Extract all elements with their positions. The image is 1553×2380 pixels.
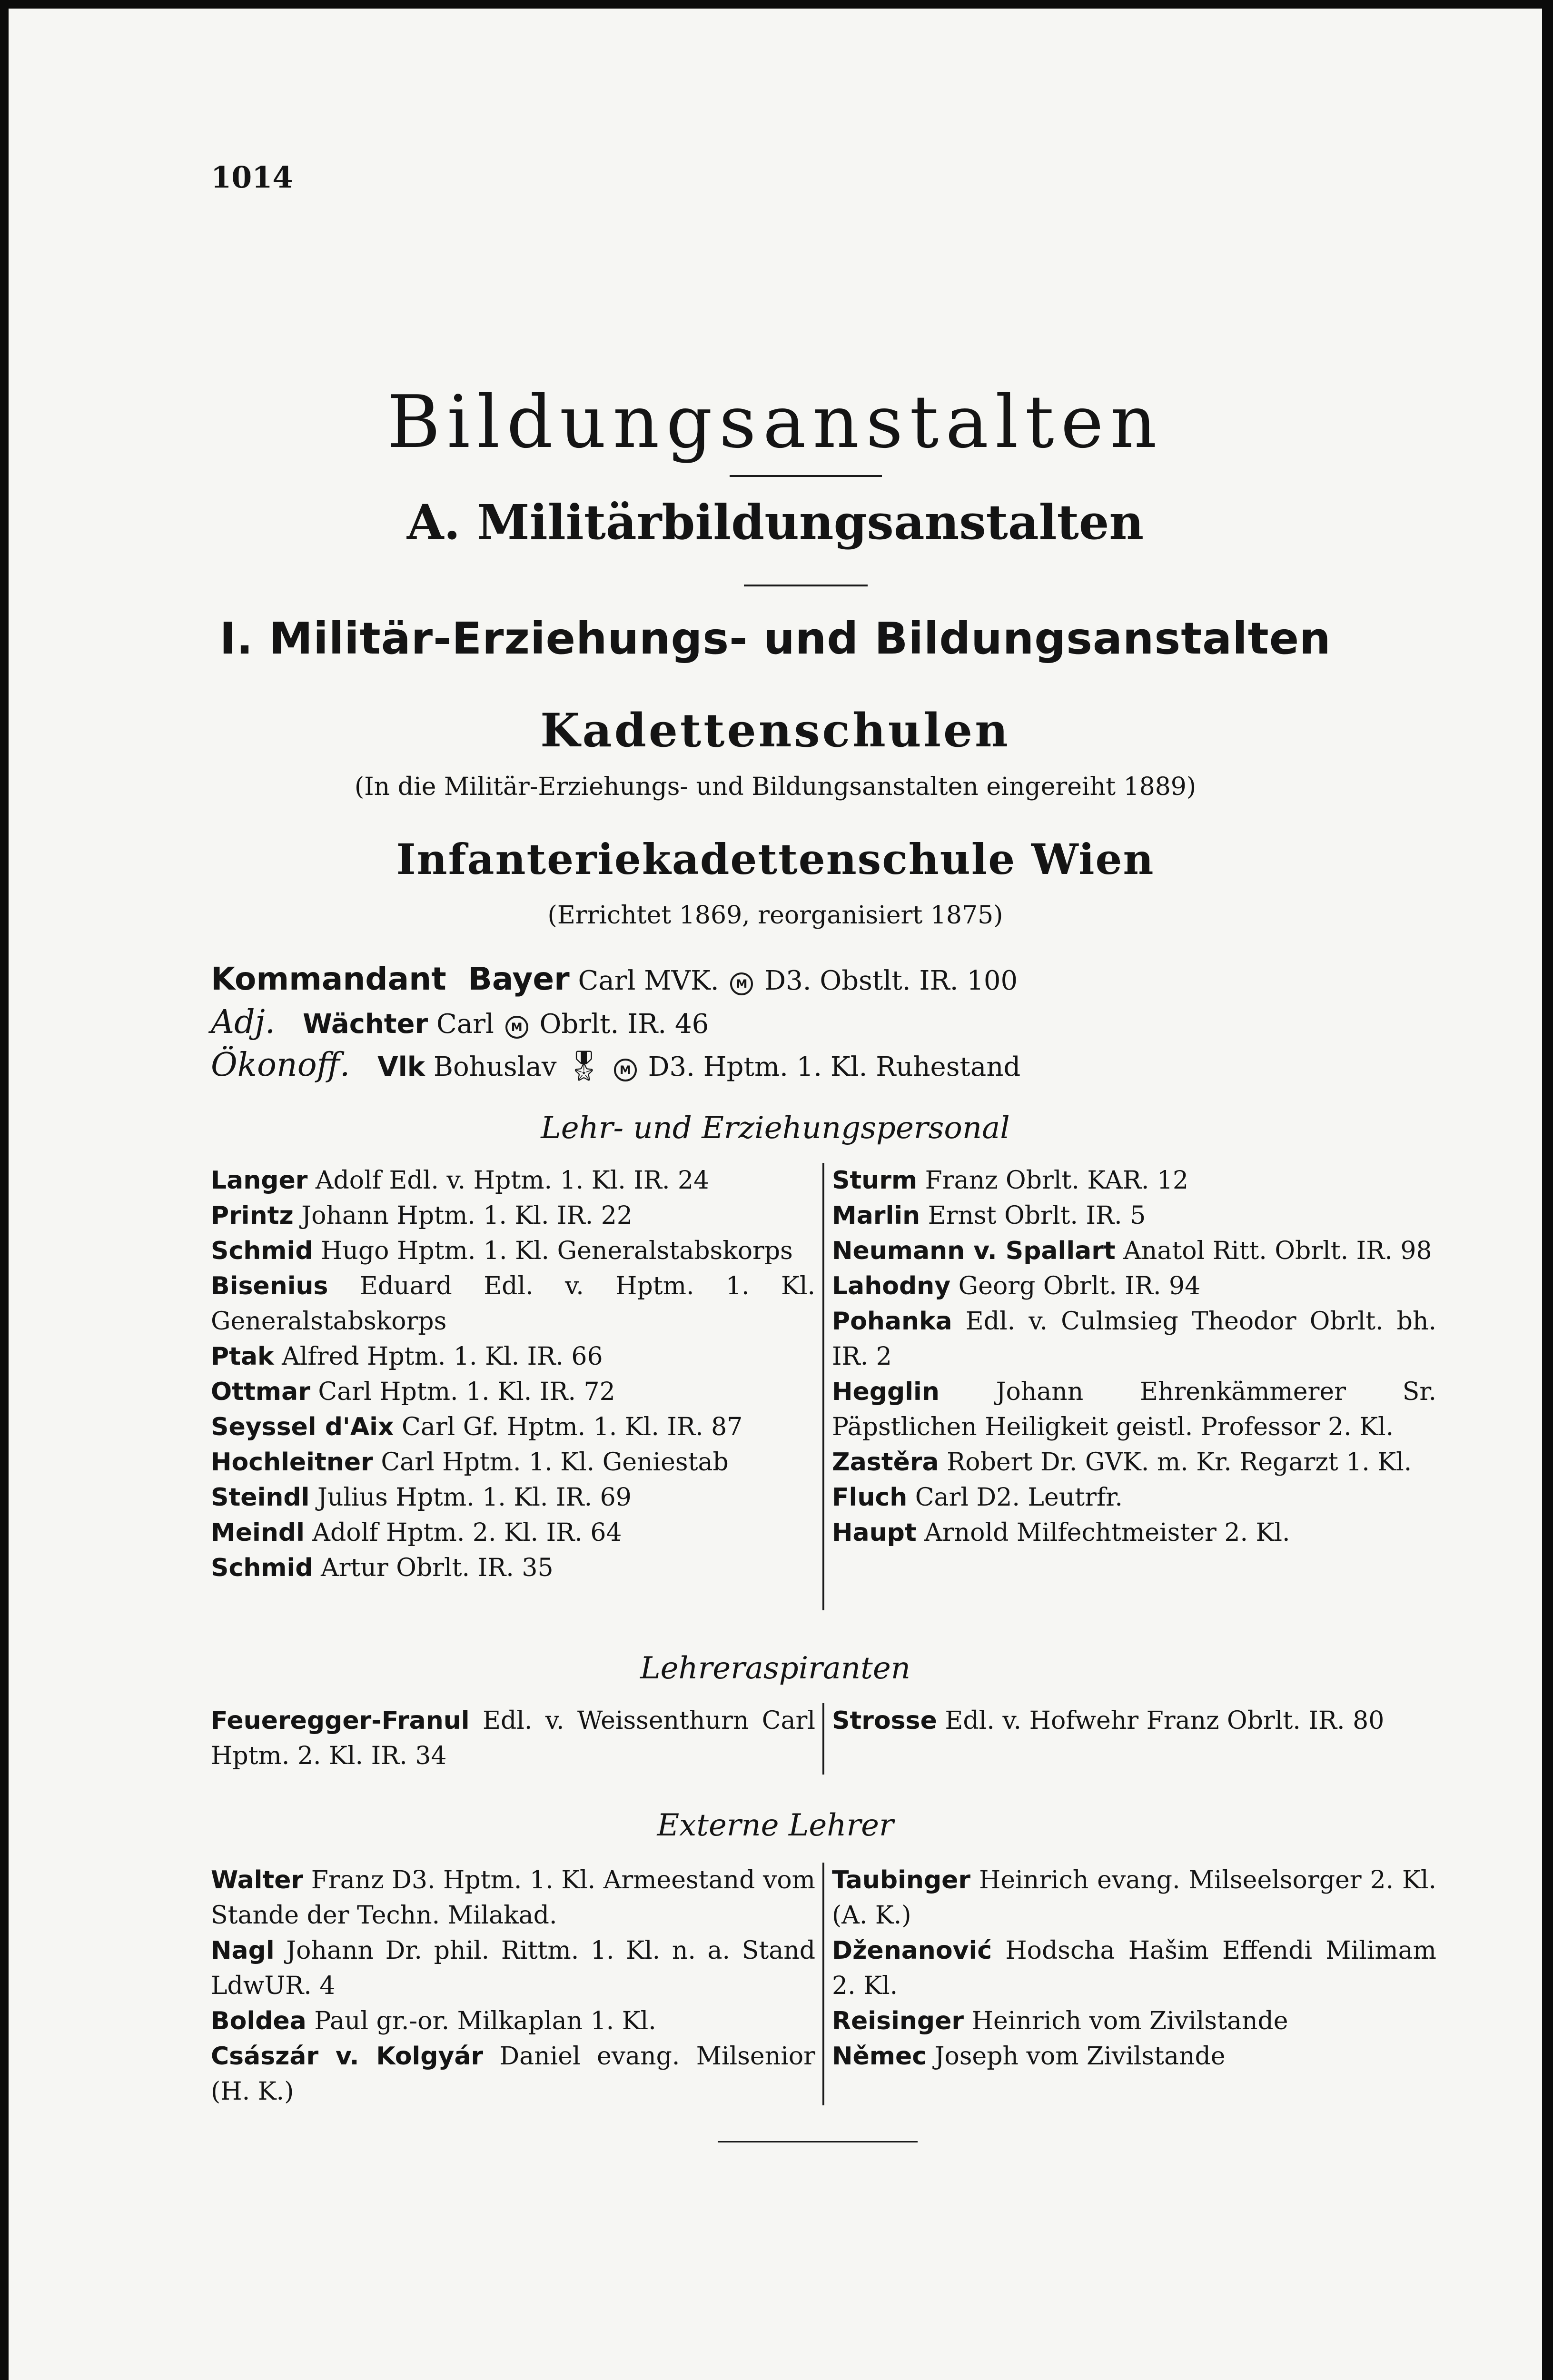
school-heading: Infanteriekadettenschule Wien <box>396 834 1155 884</box>
personnel-details: Artur Obrlt. IR. 35 <box>313 1554 554 1582</box>
personnel-details: Edl. v. Hofwehr Franz Obrlt. IR. 80 <box>937 1706 1385 1735</box>
personnel-surname: Printz <box>211 1201 294 1230</box>
personnel-entry <box>832 1233 1436 1269</box>
personnel-surname: Zastěra <box>832 1448 939 1477</box>
personnel-surname: Schmid <box>211 1237 313 1265</box>
personnel-details: Franz Obrlt. KAR. 12 <box>917 1166 1189 1195</box>
personnel-details: Hugo Hptm. 1. Kl. Generalstabskorps <box>313 1237 793 1265</box>
personnel-entry <box>832 1445 1436 1480</box>
personnel-details: Anatol Ritt. Obrlt. IR. 98 <box>1115 1237 1432 1265</box>
personnel-details: Joseph vom Zivilstande <box>927 2042 1226 2071</box>
personnel-entry <box>211 1515 815 1550</box>
personnel-surname: Meindl <box>211 1518 305 1547</box>
personnel-surname: Hegglin <box>832 1378 940 1406</box>
personnel-details: Franz D3. Hptm. 1. Kl. Armeestand vom Stande der Techn. Milakad. <box>211 1866 815 1930</box>
personnel-details: Carl Hptm. 1. Kl. IR. 72 <box>310 1378 615 1406</box>
end-rule <box>718 2141 918 2142</box>
teaching-staff-right-column <box>832 1163 1436 1550</box>
personnel-surname: Bisenius <box>211 1272 328 1300</box>
personnel-entry <box>211 1374 815 1409</box>
personnel-details: Daniel evang. Milsenior (H. K.) <box>211 2042 815 2106</box>
personnel-surname: Seyssel d'Aix <box>211 1413 394 1441</box>
personnel-surname: Haupt <box>832 1518 917 1547</box>
medal-m-icon: M <box>730 972 753 995</box>
external-left-column <box>211 1863 815 2109</box>
personnel-entry <box>211 2003 815 2039</box>
personnel-entry <box>211 2039 815 2109</box>
title-rule <box>730 475 882 477</box>
personnel-entry <box>832 1374 1436 1445</box>
personnel-details: Edl. v. Culmsieg Theodor Obrlt. bh. IR. 2 <box>832 1307 1436 1371</box>
personnel-details: Johann Dr. phil. Rittm. 1. Kl. n. a. Stand LdwUR. 4 <box>211 1936 815 2000</box>
school-note: (Errichtet 1869, reorganisiert 1875) <box>547 901 1003 930</box>
page-number: 1014 <box>211 160 293 195</box>
personnel-entry <box>211 1198 815 1233</box>
aspirants-left-column <box>211 1703 815 1774</box>
personnel-entry <box>211 1933 815 2003</box>
document-page <box>9 9 1542 2380</box>
section-rule <box>744 585 868 586</box>
personnel-details: Carl D2. Leutrfr. <box>907 1483 1123 1512</box>
section-heading-i: I. Militär-Erziehungs- und Bildungsanstalten <box>219 613 1331 664</box>
teaching-staff-left-column <box>211 1163 815 1586</box>
personnel-entry <box>832 1269 1436 1304</box>
personnel-entry <box>832 1703 1436 1738</box>
personnel-entry <box>211 1409 815 1445</box>
medal-m-icon: M <box>614 1059 637 1081</box>
personnel-details: Johann Hptm. 1. Kl. IR. 22 <box>293 1201 633 1230</box>
personnel-surname: Walter <box>211 1866 304 1894</box>
personnel-details: Paul gr.-or. Milkaplan 1. Kl. <box>306 2007 656 2035</box>
personnel-surname: Pohanka <box>832 1307 952 1336</box>
personnel-details: Eduard Edl. v. Hptm. 1. Kl. Generalstabskorps <box>211 1272 815 1336</box>
medal-m-icon: M <box>505 1016 528 1039</box>
personnel-entry <box>211 1163 815 1198</box>
personnel-details: Carl Hptm. 1. Kl. Geniestab <box>373 1448 729 1477</box>
personnel-surname: Neumann v. Spallart <box>832 1237 1116 1265</box>
page-title: Bildungsanstalten <box>387 380 1164 464</box>
personnel-surname: Dženanović <box>832 1936 992 1965</box>
personnel-surname: Fluch <box>832 1483 908 1512</box>
column-divider <box>822 1703 824 1775</box>
personnel-details: Alfred Hptm. 1. Kl. IR. 66 <box>274 1342 603 1371</box>
personnel-details: Adolf Hptm. 2. Kl. IR. 64 <box>304 1518 622 1547</box>
subsection-note: (In die Militär-Erziehungs- und Bildungsanstalten eingereiht 1889) <box>354 773 1197 801</box>
section-heading-aspirants: Lehreraspiranten <box>640 1651 910 1686</box>
personnel-surname: Taubinger <box>832 1866 971 1894</box>
personnel-entry <box>211 1339 815 1374</box>
personnel-entry <box>832 1304 1436 1374</box>
personnel-entry <box>211 1480 815 1515</box>
section-heading-a: A. Militärbildungsanstalten <box>406 494 1144 550</box>
personnel-details: Heinrich evang. Milseelsorger 2. Kl. (A. K.) <box>832 1866 1436 1930</box>
personnel-entry <box>211 1550 815 1586</box>
personnel-entry <box>832 1515 1436 1550</box>
personnel-surname: Boldea <box>211 2007 307 2035</box>
personnel-surname: Nagl <box>211 1936 275 1965</box>
personnel-entry <box>832 1198 1436 1233</box>
personnel-surname: Hochleitner <box>211 1448 373 1477</box>
personnel-entry <box>832 1480 1436 1515</box>
subsection-heading: Kadettenschulen <box>540 704 1010 757</box>
column-divider <box>822 1163 824 1610</box>
personnel-details: Carl Gf. Hptm. 1. Kl. IR. 87 <box>394 1413 743 1441</box>
personnel-entry <box>211 1233 815 1269</box>
section-heading-teaching-staff: Lehr- und Erziehungspersonal <box>541 1111 1010 1146</box>
personnel-surname: Schmid <box>211 1554 313 1582</box>
personnel-surname: Reisinger <box>832 2007 964 2035</box>
personnel-details: Ernst Obrlt. IR. 5 <box>920 1201 1146 1230</box>
decoration-icon: 🎖︎ <box>565 1048 603 1083</box>
personnel-surname: Strosse <box>832 1706 937 1735</box>
personnel-details: Arnold Milfechtmeister 2. Kl. <box>916 1518 1290 1547</box>
personnel-details: Edl. v. Weissenthurn Carl Hptm. 2. Kl. IR. 34 <box>211 1706 815 1770</box>
personnel-surname: Sturm <box>832 1166 918 1195</box>
personnel-entry <box>832 2039 1436 2074</box>
personnel-entry <box>832 1933 1436 2003</box>
personnel-surname: Langer <box>211 1166 308 1195</box>
personnel-surname: Lahodny <box>832 1272 951 1300</box>
personnel-surname: Marlin <box>832 1201 920 1230</box>
personnel-entry <box>211 1863 815 1933</box>
personnel-surname: Császár v. Kolgyár <box>211 2042 484 2071</box>
personnel-surname: Němec <box>832 2042 927 2071</box>
column-divider <box>822 1863 824 2105</box>
aspirants-right-column <box>832 1703 1436 1738</box>
personnel-surname: Steindl <box>211 1483 310 1512</box>
personnel-surname: Ptak <box>211 1342 274 1371</box>
personnel-details: Heinrich vom Zivilstande <box>964 2007 1288 2035</box>
personnel-details: Julius Hptm. 1. Kl. IR. 69 <box>309 1483 632 1512</box>
staff-adjutant: Adj. Wächter Carl M Obrlt. IR. 46 <box>211 1003 709 1041</box>
personnel-details: Hodscha Hašim Effendi Milimam 2. Kl. <box>832 1936 1436 2000</box>
personnel-entry <box>832 1863 1436 1933</box>
staff-economist: Ökonoff. Vlk Bohuslav 🎖︎ M D3. Hptm. 1. Kl. Ruhestand <box>211 1046 1021 1084</box>
section-heading-external: Externe Lehrer <box>657 1808 894 1843</box>
personnel-entry <box>211 1269 815 1339</box>
personnel-entry <box>211 1703 815 1774</box>
external-right-column <box>832 1863 1436 2074</box>
personnel-details: Adolf Edl. v. Hptm. 1. Kl. IR. 24 <box>307 1166 710 1195</box>
personnel-details: Robert Dr. GVK. m. Kr. Regarzt 1. Kl. <box>939 1448 1412 1477</box>
personnel-entry <box>211 1445 815 1480</box>
staff-commander: Kommandant Bayer Carl MVK. M D3. Obstlt. IR. 100 <box>211 961 1018 997</box>
personnel-surname: Feueregger-Franul <box>211 1706 470 1735</box>
personnel-surname: Ottmar <box>211 1378 310 1406</box>
personnel-entry <box>832 2003 1436 2039</box>
personnel-details: Johann Ehrenkämmerer Sr. Päpstlichen Heiligkeit geistl. Professor 2. Kl. <box>832 1378 1436 1441</box>
personnel-details: Georg Obrlt. IR. 94 <box>950 1272 1201 1300</box>
personnel-entry <box>832 1163 1436 1198</box>
